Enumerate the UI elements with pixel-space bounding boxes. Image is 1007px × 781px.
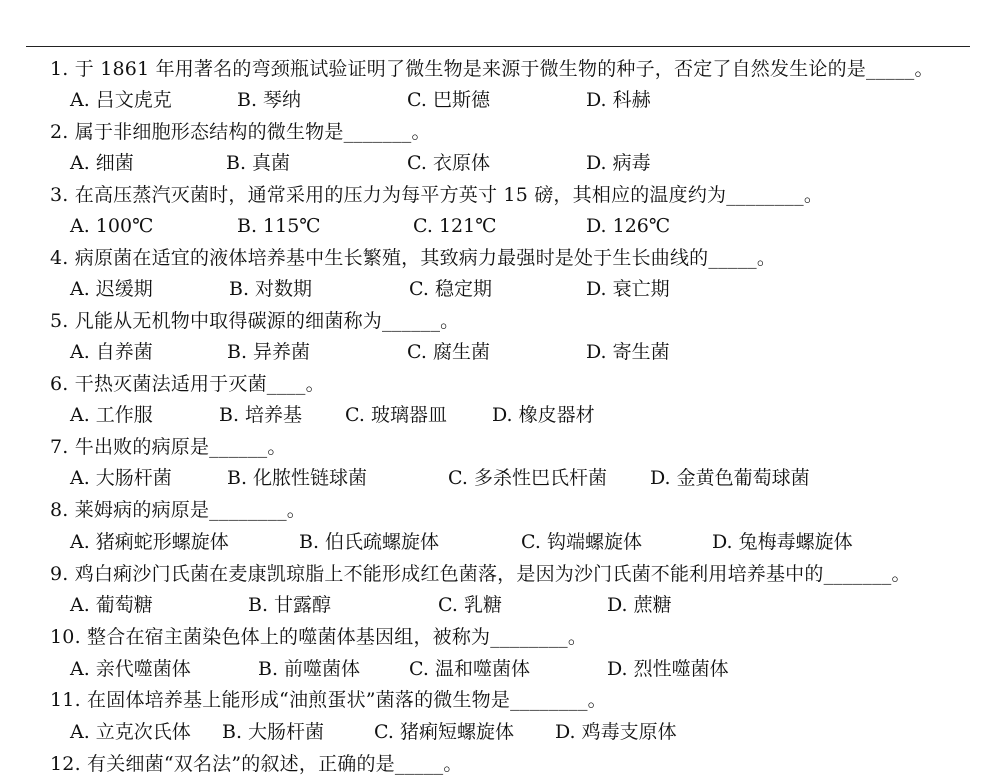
question-2-option-d: D. 病毒 [586, 152, 651, 174]
question-3-stem: 3. 在高压蒸汽灭菌时，通常采用的压力为每平方英寸 15 磅，其相应的温度约为________。 [50, 184, 824, 206]
question-10-stem: 10. 整合在宿主菌染色体上的噬菌体基因组，被称为________。 [50, 626, 588, 648]
question-9-option-c: C. 乳糖 [438, 594, 502, 616]
question-1-option-a: A. 吕文虎克 [70, 89, 172, 111]
question-9-stem: 9. 鸡白痢沙门氏菌在麦康凯琼脂上不能形成红色菌落，是因为沙门氏菌不能利用培养基中的_______。 [50, 563, 911, 585]
question-7-stem: 7. 牛出败的病原是______。 [50, 436, 287, 458]
question-1-option-d: D. 科赫 [586, 89, 651, 111]
question-6-option-b: B. 培养基 [219, 404, 303, 426]
question-11-option-a: A. 立克次氏体 [70, 721, 191, 743]
question-10-option-c: C. 温和噬菌体 [409, 658, 530, 680]
question-11-option-b: B. 大肠杆菌 [222, 721, 325, 743]
question-5-option-d: D. 寄生菌 [586, 341, 670, 363]
question-3-option-b: B. 115℃ [237, 215, 321, 237]
question-7-option-b: B. 化脓性链球菌 [227, 467, 368, 489]
question-10-option-a: A. 亲代噬菌体 [70, 658, 191, 680]
question-11-option-c: C. 猪痢短螺旋体 [374, 721, 514, 743]
question-5-option-c: C. 腐生菌 [407, 341, 490, 363]
question-9-option-b: B. 甘露醇 [248, 594, 332, 616]
question-8-stem: 8. 莱姆病的病原是________。 [50, 499, 306, 521]
question-10-option-d: D. 烈性噬菌体 [607, 658, 729, 680]
question-8-option-b: B. 伯氏疏螺旋体 [299, 531, 440, 553]
question-3-option-a: A. 100℃ [70, 215, 154, 237]
question-5-option-b: B. 异养菌 [227, 341, 311, 363]
question-2-stem: 2. 属于非细胞形态结构的微生物是_______。 [50, 121, 431, 143]
question-2-option-a: A. 细菌 [70, 152, 134, 174]
question-1-option-c: C. 巴斯德 [407, 89, 490, 111]
question-4-option-b: B. 对数期 [229, 278, 313, 300]
question-9-option-d: D. 蔗糖 [607, 594, 672, 616]
question-3-option-d: D. 126℃ [586, 215, 671, 237]
question-2-option-c: C. 衣原体 [407, 152, 490, 174]
question-1-stem: 1. 于 1861 年用著名的弯颈瓶试验证明了微生物是来源于微生物的种子，否定了自然发生论的是_____。 [50, 58, 934, 80]
question-4-option-d: D. 衰亡期 [586, 278, 670, 300]
question-11-option-d: D. 鸡毒支原体 [555, 721, 677, 743]
question-11-stem: 11. 在固体培养基上能形成“油煎蛋状”菌落的微生物是________。 [50, 689, 607, 711]
question-8-option-d: D. 兔梅毒螺旋体 [712, 531, 853, 553]
question-6-stem: 6. 干热灭菌法适用于灭菌____。 [50, 373, 325, 395]
question-7-option-a: A. 大肠杆菌 [70, 467, 172, 489]
question-5-option-a: A. 自养菌 [70, 341, 153, 363]
question-8-option-a: A. 猪痢蛇形螺旋体 [70, 531, 229, 553]
question-3-option-c: C. 121℃ [413, 215, 497, 237]
question-7-option-d: D. 金黄色葡萄球菌 [650, 467, 810, 489]
question-6-option-a: A. 工作服 [70, 404, 153, 426]
question-9-option-a: A. 葡萄糖 [70, 594, 153, 616]
question-6-option-d: D. 橡皮器材 [492, 404, 595, 426]
question-4-stem: 4. 病原菌在适宜的液体培养基中生长繁殖，其致病力最强时是处于生长曲线的_____。 [50, 247, 777, 269]
question-4-option-a: A. 迟缓期 [70, 278, 153, 300]
question-12-stem: 12. 有关细菌“双名法”的叙述，正确的是_____。 [50, 753, 463, 775]
question-6-option-c: C. 玻璃器皿 [345, 404, 447, 426]
question-1-option-b: B. 琴纳 [237, 89, 302, 111]
question-8-option-c: C. 钩端螺旋体 [521, 531, 642, 553]
question-4-option-c: C. 稳定期 [409, 278, 492, 300]
question-7-option-c: C. 多杀性巴氏杆菌 [448, 467, 607, 489]
question-2-option-b: B. 真菌 [226, 152, 291, 174]
question-5-stem: 5. 凡能从无机物中取得碳源的细菌称为______。 [50, 310, 460, 332]
question-10-option-b: B. 前噬菌体 [258, 658, 361, 680]
top-rule [26, 46, 970, 47]
